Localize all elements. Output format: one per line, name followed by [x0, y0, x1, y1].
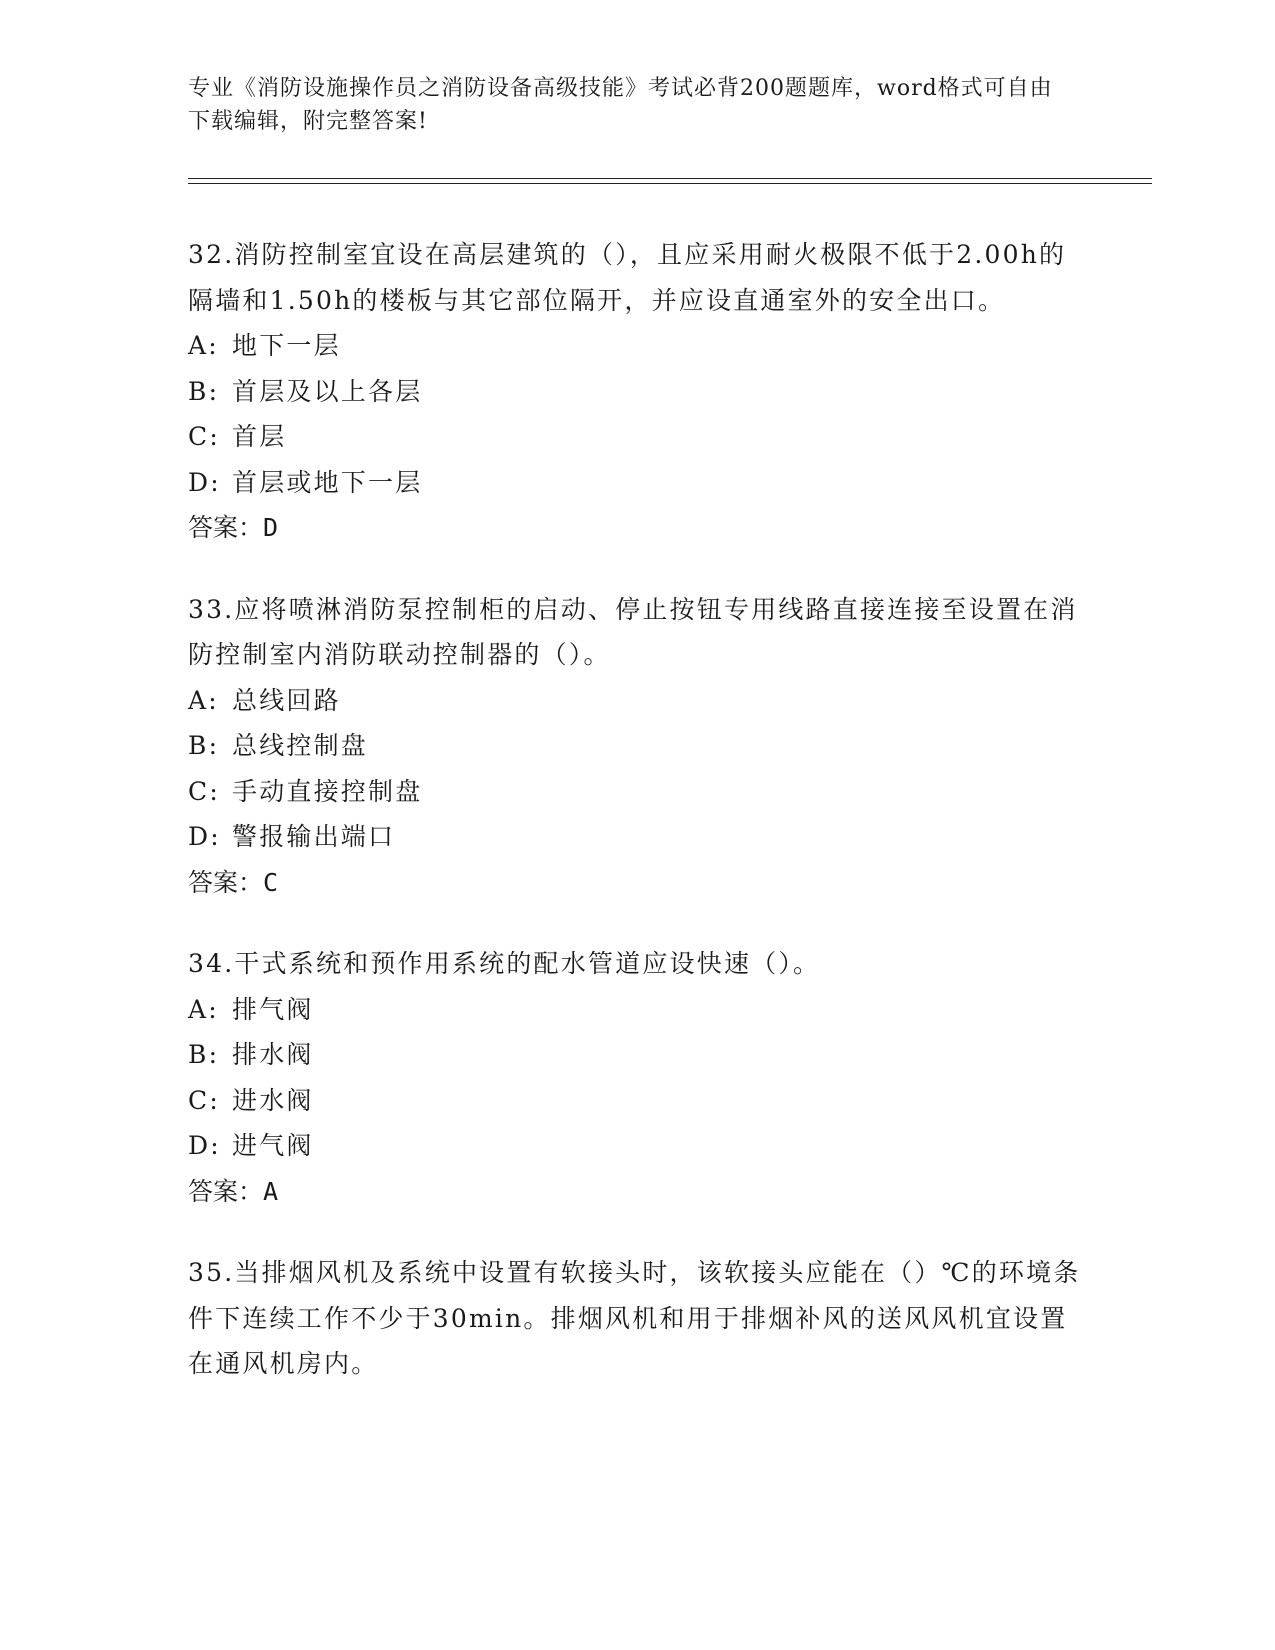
question-text: 35.当排烟风机及系统中设置有软接头时，该软接头应能在（）℃的环境条件下连续工作不少于30min。排烟风机和用于排烟补风的送风风机宜设置在通风机房内。 [188, 1258, 1081, 1378]
answer-line [188, 505, 1088, 551]
option-letter: D: [188, 1131, 221, 1160]
answer-value: D [263, 513, 279, 542]
option-text: 总线回路 [232, 685, 341, 715]
option-text: 首层及以上各层 [232, 376, 423, 406]
answer-line [188, 1169, 1088, 1215]
option-a [188, 323, 1088, 369]
option-letter: C: [188, 1085, 220, 1115]
option-text: 警报输出端口 [232, 822, 396, 851]
question-text: 32.消防控制室宜设在高层建筑的（），且应采用耐火极限不低于2.00h的隔墙和1.50h的楼板与其它部位隔开，并应设直通室外的安全出口。 [188, 240, 1067, 315]
option-letter: A: [188, 685, 219, 715]
option-text: 排气阀 [232, 994, 314, 1024]
header-divider-top [188, 178, 1152, 179]
option-b [188, 1032, 1088, 1078]
header-title: 专业《消防设施操作员之消防设备高级技能》考试必背200题题库，word格式可自由下载编辑，附完整答案! [188, 76, 1053, 134]
answer-value: C [263, 867, 279, 897]
option-letter: C: [188, 422, 220, 451]
option-letter: C: [188, 776, 220, 806]
question-35 [188, 1250, 1088, 1387]
option-letter: D: [188, 467, 221, 497]
option-text: 首层或地下一层 [232, 467, 423, 497]
question-32 [188, 232, 1088, 551]
option-a [188, 987, 1088, 1033]
answer-label: 答案： [188, 513, 264, 542]
option-letter: B: [188, 731, 220, 760]
option-letter: A: [188, 994, 219, 1024]
question-list [188, 232, 1088, 1423]
question-33 [188, 587, 1088, 906]
option-letter: B: [188, 376, 220, 406]
answer-value: A [263, 1176, 279, 1206]
option-letter: D: [188, 822, 221, 851]
answer-label: 答案： [188, 867, 264, 897]
option-c [188, 414, 1088, 460]
option-text: 排水阀 [232, 1040, 314, 1069]
option-text: 地下一层 [232, 331, 341, 360]
option-text: 首层 [232, 422, 287, 451]
question-text: 33.应将喷淋消防泵控制柜的启动、停止按钮专用线路直接连接至设置在消防控制室内消防联动控制器的（）。 [188, 594, 1078, 669]
header-divider-bottom [188, 183, 1152, 184]
option-text: 进水阀 [232, 1085, 314, 1115]
question-34 [188, 941, 1088, 1214]
option-b [188, 723, 1088, 769]
option-a [188, 678, 1088, 724]
answer-line [188, 860, 1088, 906]
option-text: 手动直接控制盘 [232, 776, 423, 806]
option-c [188, 1078, 1088, 1124]
option-text: 进气阀 [232, 1131, 314, 1160]
option-b [188, 369, 1088, 415]
option-text: 总线控制盘 [232, 731, 369, 760]
option-d [188, 460, 1088, 506]
question-text: 34.干式系统和预作用系统的配水管道应设快速（）。 [188, 949, 821, 978]
option-d [188, 1123, 1088, 1169]
answer-label: 答案： [188, 1176, 264, 1206]
option-letter: B: [188, 1040, 220, 1069]
option-d [188, 814, 1088, 860]
document-header [188, 72, 1068, 138]
option-letter: A: [188, 331, 219, 360]
option-c [188, 769, 1088, 815]
